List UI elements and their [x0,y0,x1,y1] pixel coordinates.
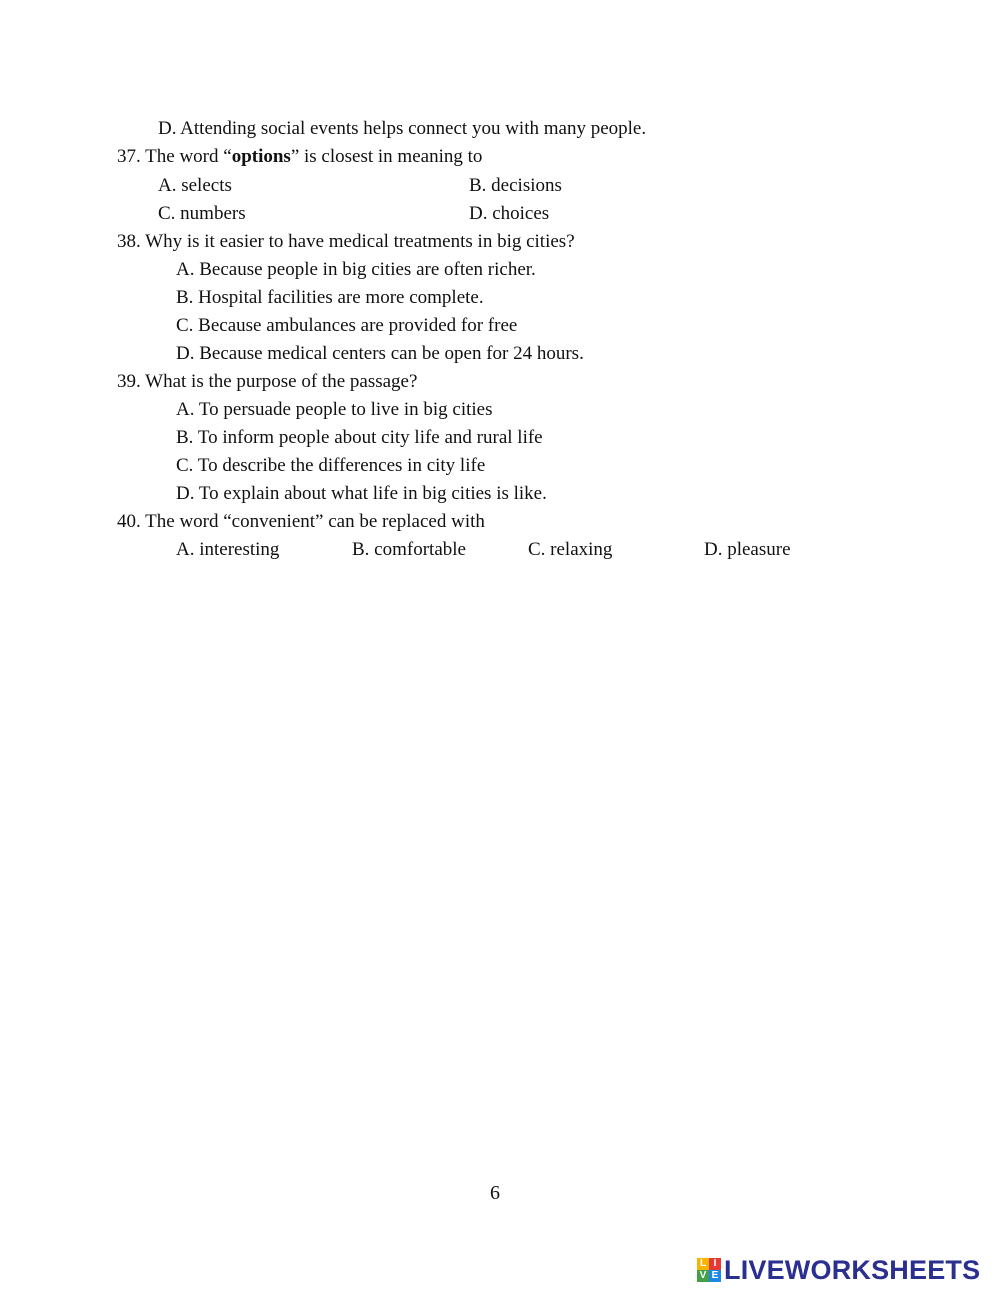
q37-option-b[interactable]: B. decisions [469,175,562,196]
badge-letter-e: E [709,1270,721,1282]
q39-option-a[interactable]: A. To persuade people to live in big cities [176,399,493,420]
badge-letter-v: V [697,1270,709,1282]
brand-wordmark: LIVEWORKSHEETS [724,1254,981,1285]
q37-prefix: 37. The word “ [117,146,232,167]
q39-option-c[interactable]: C. To describe the differences in city life [176,455,486,476]
q37-option-a[interactable]: A. selects [158,175,232,196]
q37-option-d[interactable]: D. choices [469,203,550,224]
q40-question: 40. The word “convenient” can be replaced with [117,511,485,532]
q37-option-c[interactable]: C. numbers [158,203,246,224]
q36-option-d[interactable]: D. Attending social events helps connect you with many people. [158,118,647,139]
q38-option-d[interactable]: D. Because medical centers can be open for 24 hours. [176,343,584,364]
q40-option-c[interactable]: C. relaxing [528,539,613,560]
badge-letter-i: I [709,1258,721,1270]
q39-question: 39. What is the purpose of the passage? [117,371,418,392]
q37-question [117,146,482,168]
q40-option-b[interactable]: B. comfortable [352,539,466,560]
liveworksheets-logo[interactable] [697,1256,980,1284]
q37-keyword: options [231,146,291,167]
q38-option-c[interactable]: C. Because ambulances are provided for free [176,315,518,336]
q38-question: 38. Why is it easier to have medical treatments in big cities? [117,231,575,252]
q38-option-a[interactable]: A. Because people in big cities are often richer. [176,259,536,280]
q39-option-d[interactable]: D. To explain about what life in big cities is like. [176,483,547,504]
page-number: 6 [490,1182,500,1204]
q38-option-b[interactable]: B. Hospital facilities are more complete. [176,287,484,308]
live-badge-icon [697,1258,721,1282]
q39-option-b[interactable]: B. To inform people about city life and rural life [176,427,543,448]
q37-suffix: ” is closest in meaning to [290,146,483,167]
q40-option-d[interactable]: D. pleasure [704,539,791,560]
q40-option-a[interactable]: A. interesting [176,539,280,560]
badge-letter-l: L [697,1258,709,1270]
